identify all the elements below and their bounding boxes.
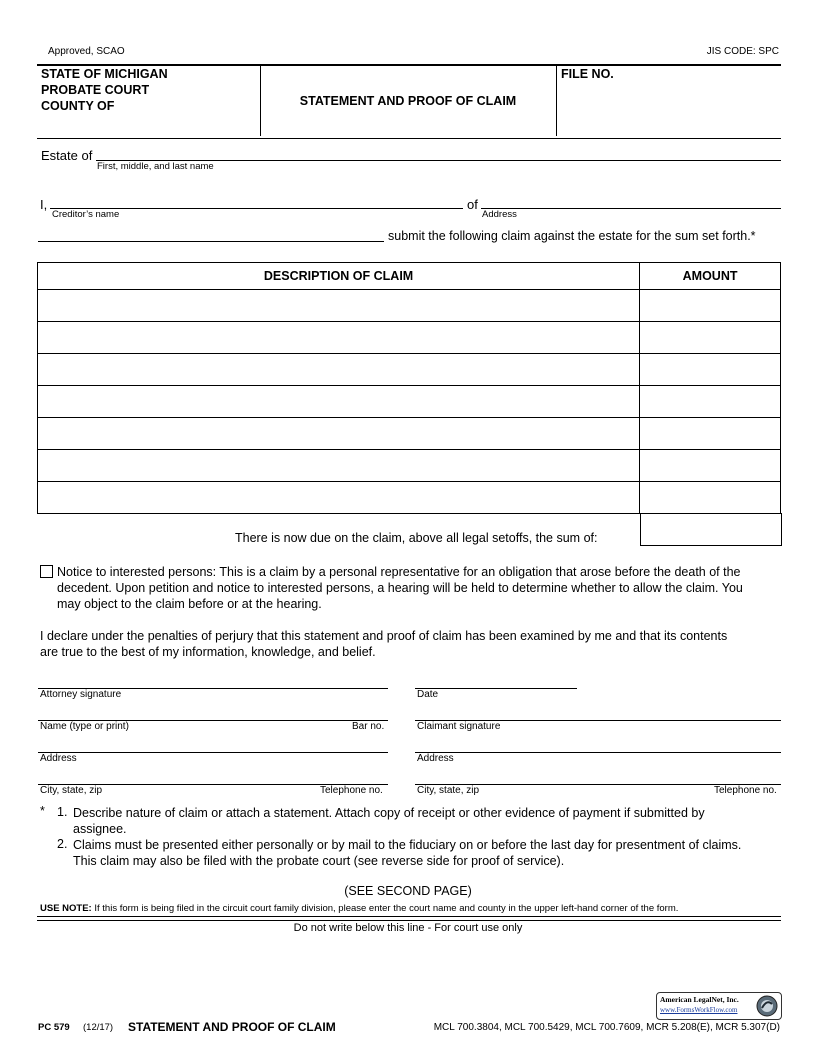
description-input[interactable] <box>38 290 639 321</box>
court-name: PROBATE COURT <box>41 83 150 97</box>
footnote-2-num: 2. <box>57 837 68 851</box>
logo-box <box>656 992 782 1020</box>
footer-citations: MCL 700.3804, MCL 700.5429, MCL 700.7609, MCR 5.208(E), MCR 5.307(D) <box>433 1022 780 1033</box>
amount-input[interactable] <box>640 354 780 385</box>
court-county-label: COUNTY OF <box>41 99 115 113</box>
footer-title: STATEMENT AND PROOF OF CLAIM <box>128 1020 336 1034</box>
date-input[interactable] <box>417 672 579 687</box>
logo-url: www.FormsWorkFlow.com <box>660 1006 738 1014</box>
notice-checkbox[interactable] <box>40 565 53 578</box>
claimant-signature-label: Claimant signature <box>417 721 501 732</box>
of-label: of <box>467 197 478 212</box>
approved-label: Approved, SCAO <box>48 46 125 57</box>
see-second-page: (SEE SECOND PAGE) <box>344 884 472 898</box>
court-use-only: Do not write below this line - For court use only <box>293 922 523 934</box>
declaration-text: I declare under the penalties of perjury that this statement and proof of claim has been examined by me and that its contents are true to the best of my information, knowledge, and belief. <box>40 629 728 659</box>
attorney-signature-label: Attorney signature <box>40 689 122 700</box>
description-input[interactable] <box>38 450 639 481</box>
estate-name-input[interactable] <box>98 145 782 160</box>
footnote-1: Describe nature of claim or attach a statement. Attach copy of receipt or other evidence of payment if submitted by assignee. <box>73 806 705 836</box>
name-print-label: Name (type or print) <box>40 721 129 732</box>
creditor-name-input[interactable] <box>52 193 464 208</box>
attorney-city-input[interactable] <box>40 768 390 783</box>
attorney-telephone-label: Telephone no. <box>320 785 383 796</box>
court-state: STATE OF MICHIGAN <box>41 67 168 81</box>
use-note-text: If this form is being filed in the circuit court family division, please enter the court name and county in the upper left-hand corner of the form. <box>94 903 679 914</box>
table-row <box>38 450 781 482</box>
footnote-1-num: 1. <box>57 805 68 819</box>
table-row <box>38 482 781 514</box>
claimant-city-input[interactable] <box>417 768 783 783</box>
file-no-label-text: FILE NO. <box>561 67 614 81</box>
amount-input[interactable] <box>640 450 780 481</box>
creditor-address-cont-input[interactable] <box>40 226 386 241</box>
use-note-label: USE NOTE: <box>40 903 92 914</box>
attorney-address-input[interactable] <box>40 736 390 751</box>
attorney-name-input[interactable] <box>40 704 390 719</box>
file-no-input[interactable] <box>561 88 779 103</box>
amount-input[interactable] <box>640 418 780 449</box>
description-input[interactable] <box>38 354 639 385</box>
globe-icon <box>756 995 778 1017</box>
county-input[interactable] <box>124 99 258 114</box>
amount-header: AMOUNT <box>640 263 781 290</box>
table-row <box>38 386 781 418</box>
description-input[interactable] <box>38 482 639 513</box>
footnote-star: * <box>40 804 45 818</box>
footnote-2: Claims must be presented either personally or by mail to the fiduciary on or before the last day for presentment of claims. This claim may also be filed with the probate court (see reverse side for proof of service). <box>73 838 742 868</box>
description-input[interactable] <box>38 386 639 417</box>
amount-input[interactable] <box>640 322 780 353</box>
description-input[interactable] <box>38 418 639 449</box>
creditor-address-input[interactable] <box>483 193 782 208</box>
claimant-address-input[interactable] <box>417 736 783 751</box>
creditor-prefix: I, <box>40 197 48 212</box>
claims-table <box>37 262 781 514</box>
jis-code-label: JIS CODE: SPC <box>706 46 779 57</box>
sum-due-text: There is now due on the claim, above all legal setoffs, the sum of: <box>235 531 598 545</box>
creditor-name-label: Creditor’s name <box>52 209 120 220</box>
description-input[interactable] <box>38 322 639 353</box>
table-row <box>38 290 781 322</box>
amount-input[interactable] <box>640 290 780 321</box>
attorney-city-label: City, state, zip <box>40 785 103 796</box>
notice-text: Notice to interested persons: This is a claim by a personal representative for an obligation that arose before the death of the decedent. Upon petition and notice to interested persons, a hearing will be held to determine whether to allow the claim. You may object to the claim before or at the hearing. <box>57 565 743 611</box>
table-row <box>38 418 781 450</box>
use-note <box>40 903 678 914</box>
amount-input[interactable] <box>640 386 780 417</box>
claimant-telephone-label: Telephone no. <box>714 785 777 796</box>
table-row <box>38 322 781 354</box>
estate-sublabel: First, middle, and last name <box>97 161 214 172</box>
amount-input[interactable] <box>640 482 780 513</box>
estate-label: Estate of <box>41 148 93 163</box>
date-label: Date <box>417 689 439 700</box>
description-header: DESCRIPTION OF CLAIM <box>38 263 640 290</box>
form-title: STATEMENT AND PROOF OF CLAIM <box>299 94 517 108</box>
claimant-address-label: Address <box>417 753 454 764</box>
attorney-address-label: Address <box>40 753 77 764</box>
court-use-divider <box>37 916 781 921</box>
bar-no-label: Bar no. <box>352 721 385 732</box>
total-amount-input[interactable] <box>644 522 780 537</box>
creditor-address-label: Address <box>482 209 517 220</box>
form-number: PC 579 <box>38 1022 70 1033</box>
claimant-city-label: City, state, zip <box>417 785 480 796</box>
form-revision: (12/17) <box>83 1022 114 1033</box>
logo-name: American LegalNet, Inc. <box>660 995 739 1004</box>
table-row <box>38 354 781 386</box>
submit-claim-text: submit the following claim against the estate for the sum set forth.* <box>388 229 756 243</box>
